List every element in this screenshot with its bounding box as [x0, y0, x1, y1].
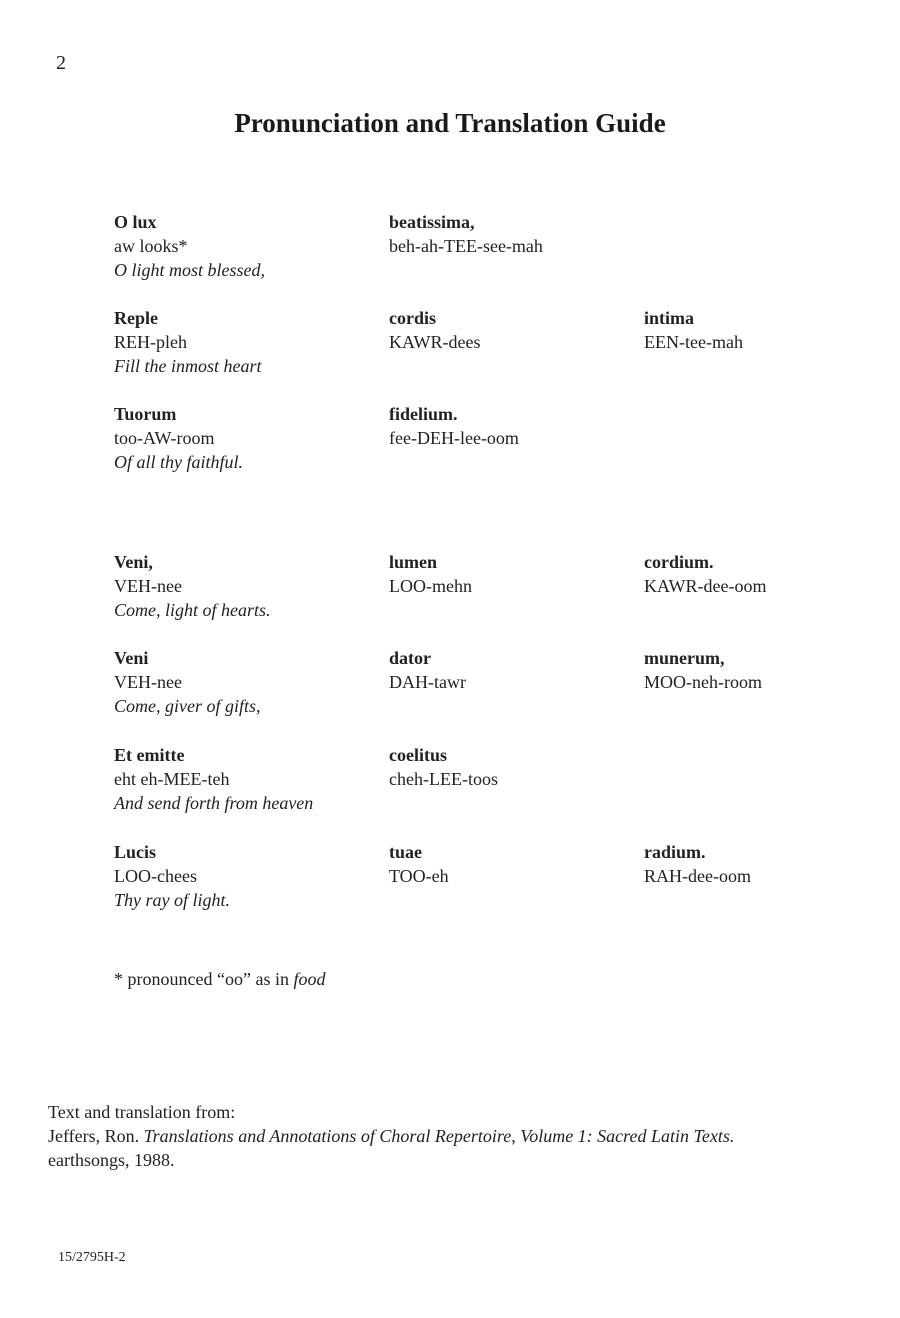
word-cell [389, 550, 639, 598]
latin-word: Lucis [114, 842, 157, 862]
latin-word: coelitus [389, 745, 447, 765]
english-translation: And send forth from heaven [114, 793, 314, 813]
english-translation: O light most blessed, [114, 260, 265, 280]
text-line-group [0, 646, 900, 718]
latin-word: Veni, [114, 552, 153, 572]
word-cell [114, 402, 364, 450]
latin-word: dator [389, 648, 431, 668]
pronunciation [644, 767, 894, 791]
word-cell [644, 402, 894, 450]
source-citation [48, 1100, 734, 1172]
word-cell [114, 550, 364, 598]
word-cell [644, 840, 894, 888]
source-author: Jeffers, Ron. [48, 1126, 144, 1146]
latin-word [644, 210, 894, 234]
text-line-group [0, 210, 900, 282]
pronunciation: MOO-neh-room [644, 672, 762, 692]
pronunciation: fee-DEH-lee-oom [389, 428, 519, 448]
footnote-example: food [293, 969, 326, 989]
pronunciation: beh-ah-TEE-see-mah [389, 236, 543, 256]
pronunciation: LOO-mehn [389, 576, 472, 596]
text-line-group [0, 402, 900, 474]
pronunciation [644, 426, 894, 450]
pronunciation: LOO-chees [114, 866, 197, 886]
latin-word [644, 743, 894, 767]
latin-word: cordium. [644, 552, 714, 572]
word-cell [644, 743, 894, 791]
word-cell [389, 840, 639, 888]
latin-word: beatissima, [389, 212, 475, 232]
pronunciation: DAH-tawr [389, 672, 466, 692]
text-line-group [0, 840, 900, 912]
word-cell [644, 210, 894, 258]
pronunciation [644, 234, 894, 258]
word-cell [114, 646, 364, 694]
word-cell [389, 743, 639, 791]
pronunciation: KAWR-dee-oom [644, 576, 767, 596]
latin-word: lumen [389, 552, 438, 572]
pronunciation: too-AW-room [114, 428, 215, 448]
word-cell [644, 646, 894, 694]
latin-word: Tuorum [114, 404, 177, 424]
word-cell [389, 210, 639, 258]
source-book-title: Translations and Annotations of Choral Repertoire, Volume 1: Sacred Latin Texts. [143, 1126, 735, 1146]
english-translation: Of all thy faithful. [114, 452, 243, 472]
pronunciation: aw looks* [114, 236, 188, 256]
source-publisher: earthsongs, 1988. [48, 1150, 175, 1170]
footnote [114, 967, 325, 991]
pronunciation: VEH-nee [114, 672, 182, 692]
text-line-group [0, 306, 900, 378]
source-reference [48, 1124, 734, 1148]
english-translation: Come, light of hearts. [114, 600, 271, 620]
latin-word: Et emitte [114, 745, 185, 765]
word-cell [644, 550, 894, 598]
latin-word: tuae [389, 842, 422, 862]
latin-word: Reple [114, 308, 158, 328]
word-cell [389, 646, 639, 694]
word-cell [644, 306, 894, 354]
pronunciation: VEH-nee [114, 576, 182, 596]
word-cell [114, 210, 364, 258]
pronunciation: KAWR-dees [389, 332, 481, 352]
latin-word: intima [644, 308, 695, 328]
text-line-group [0, 743, 900, 815]
word-cell [114, 840, 364, 888]
word-cell [389, 306, 639, 354]
english-translation: Come, giver of gifts, [114, 696, 261, 716]
source-intro: Text and translation from: [48, 1102, 236, 1122]
latin-word: O lux [114, 212, 157, 232]
word-cell [389, 402, 639, 450]
latin-word [644, 402, 894, 426]
word-cell [114, 743, 364, 791]
latin-word: fidelium. [389, 404, 458, 424]
footnote-text: * pronounced “oo” as in [114, 969, 294, 989]
page-number: 2 [56, 52, 66, 74]
pronunciation: RAH-dee-oom [644, 866, 751, 886]
pronunciation: eht eh-MEE-teh [114, 769, 230, 789]
pronunciation: TOO-eh [389, 866, 449, 886]
pronunciation: REH-pleh [114, 332, 187, 352]
english-translation: Thy ray of light. [114, 890, 230, 910]
page-title: Pronunciation and Translation Guide [234, 108, 666, 138]
latin-word: Veni [114, 648, 149, 668]
pronunciation: EEN-tee-mah [644, 332, 743, 352]
english-translation: Fill the inmost heart [114, 356, 262, 376]
catalog-number: 15/2795H-2 [58, 1250, 126, 1265]
latin-word: cordis [389, 308, 436, 328]
text-line-group [0, 550, 900, 622]
word-cell [114, 306, 364, 354]
latin-word: radium. [644, 842, 706, 862]
latin-word: munerum, [644, 648, 725, 668]
pronunciation: cheh-LEE-toos [389, 769, 498, 789]
